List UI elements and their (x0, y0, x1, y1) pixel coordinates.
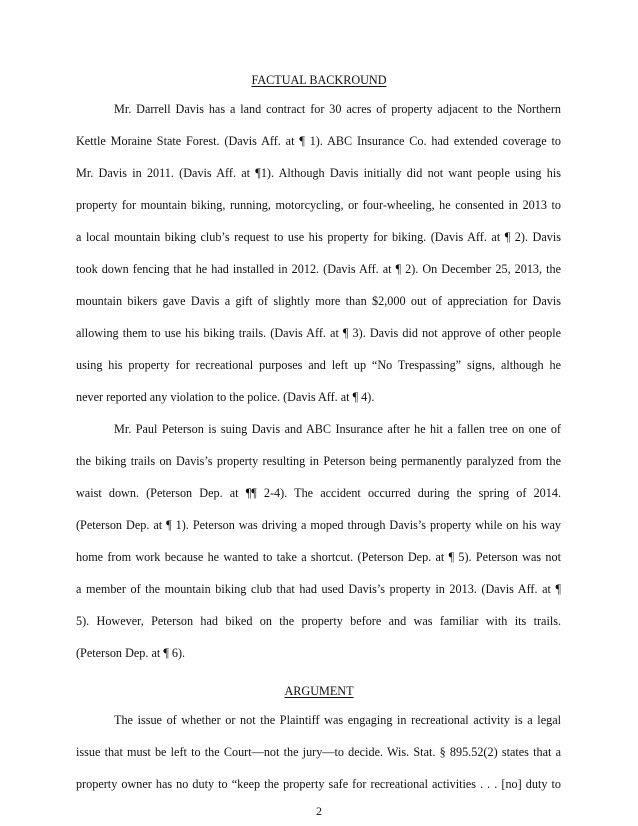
paragraph-line: property for mountain biking, running, motorcycling, or four-wheeling, he consented in 2013 to (76, 198, 561, 212)
paragraph-line: (Peterson Dep. at ¶ 6). (76, 646, 186, 660)
paragraph-line: allowing them to use his biking trails. (Davis Aff. at ¶ 3). Davis did not approve of other people (76, 326, 561, 340)
paragraph-line: Kettle Moraine State Forest. (Davis Aff. at ¶ 1). ABC Insurance Co. had extended coverage to (76, 134, 561, 148)
paragraph-line: Mr. Paul Peterson is suing Davis and ABC Insurance after he hit a fallen tree on one of (114, 422, 561, 436)
paragraph-line: mountain bikers gave Davis a gift of slightly more than $2,000 out of appreciation for Davis (76, 294, 561, 308)
paragraph-line: using his property for recreational purposes and left up “No Trespassing” signs, although he (76, 358, 561, 372)
page-number: 2 (316, 804, 322, 818)
paragraph-line: waist down. (Peterson Dep. at ¶¶ 2-4). The accident occurred during the spring of 2014. (76, 486, 561, 500)
factual-background-heading: FACTUAL BACKROUND (251, 73, 387, 87)
paragraph-line: a local mountain biking club’s request to use his property for biking. (Davis Aff. at ¶ 2). Davis (76, 230, 561, 244)
paragraph-line: 5). However, Peterson had biked on the property before and was familiar with its trails. (76, 614, 561, 628)
paragraph-line: (Peterson Dep. at ¶ 1). Peterson was driving a moped through Davis’s property while on his way (76, 518, 561, 532)
paragraph-line: took down fencing that he had installed in 2012. (Davis Aff. at ¶ 2). On December 25, 2013, the (76, 262, 561, 276)
paragraph-line: a member of the mountain biking club that had used Davis’s property in 2013. (Davis Aff. at ¶ (76, 582, 561, 596)
paragraph-line: issue that must be left to the Court—not the jury—to decide. Wis. Stat. § 895.52(2) states that a (76, 745, 561, 759)
paragraph-line: home from work because he wanted to take a shortcut. (Peterson Dep. at ¶ 5). Peterson was not (76, 550, 561, 564)
paragraph-line: the biking trails on Davis’s property resulting in Peterson being permanently paralyzed from the (76, 454, 561, 468)
argument-heading: ARGUMENT (284, 684, 354, 698)
paragraph-line: The issue of whether or not the Plaintiff was engaging in recreational activity is a legal (114, 713, 561, 727)
paragraph-line: property owner has no duty to “keep the property safe for recreational activities . . . [no] duty to (76, 777, 561, 791)
paragraph-line: never reported any violation to the police. (Davis Aff. at ¶ 4). (76, 390, 375, 404)
paragraph-line: Mr. Darrell Davis has a land contract for 30 acres of property adjacent to the Northern (114, 102, 561, 116)
paragraph-line: Mr. Davis in 2011. (Davis Aff. at ¶1). Although Davis initially did not want people using his (76, 166, 561, 180)
